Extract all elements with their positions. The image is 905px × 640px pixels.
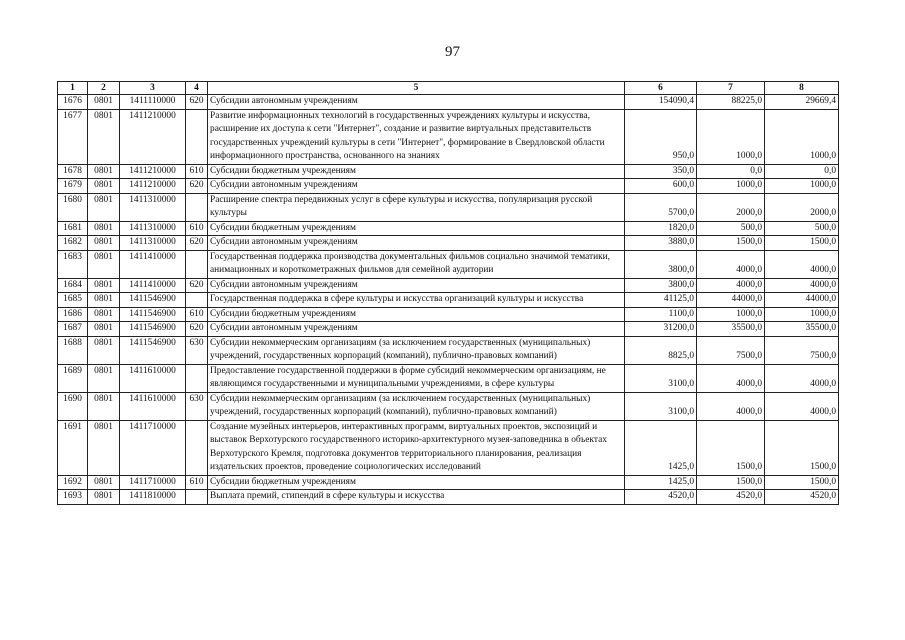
target-article-code: 1411610000 xyxy=(120,364,186,392)
table-row xyxy=(58,179,839,194)
section-code: 0801 xyxy=(88,221,120,236)
section-code: 0801 xyxy=(88,95,120,110)
amount-col-6: 3100,0 xyxy=(625,364,697,392)
expense-type-code xyxy=(186,490,208,505)
target-article-code: 1411410000 xyxy=(120,278,186,293)
expense-type-code: 620 xyxy=(186,236,208,251)
description: Развитие информационных технологий в государственных учреждениях культуры и искусства, расширение их доступа к сети "Интернет", создание и развитие виртуальных представительств государственных учреждений культуры в сети "Интернет", формирование в Свердловской области информационного пространства, основанного на знаниях xyxy=(208,109,625,164)
amount-col-7: 1000,0 xyxy=(697,179,765,194)
target-article-code: 1411546900 xyxy=(120,336,186,364)
expense-type-code xyxy=(186,109,208,164)
section-code: 0801 xyxy=(88,307,120,322)
description: Субсидии автономным учреждениям xyxy=(208,236,625,251)
description: Субсидии бюджетным учреждениям xyxy=(208,164,625,179)
description: Выплата премий, стипендий в сфере культуры и искусства xyxy=(208,490,625,505)
amount-col-6: 350,0 xyxy=(625,164,697,179)
row-number: 1687 xyxy=(58,322,88,337)
target-article-code: 1411546900 xyxy=(120,293,186,308)
row-number: 1682 xyxy=(58,236,88,251)
expense-type-code xyxy=(186,364,208,392)
header-col-1: 1 xyxy=(58,82,88,95)
section-code: 0801 xyxy=(88,164,120,179)
amount-col-7: 2000,0 xyxy=(697,193,765,221)
amount-col-8: 0,0 xyxy=(765,164,839,179)
target-article-code: 1411310000 xyxy=(120,221,186,236)
expense-type-code: 620 xyxy=(186,179,208,194)
header-row xyxy=(58,82,839,95)
description: Государственная поддержка производства документальных фильмов социально значимой тематики, анимационных и короткометражных фильмов для семейной аудитории xyxy=(208,250,625,278)
header-col-4: 4 xyxy=(186,82,208,95)
amount-col-6: 3800,0 xyxy=(625,250,697,278)
row-number: 1685 xyxy=(58,293,88,308)
header-col-8: 8 xyxy=(765,82,839,95)
section-code: 0801 xyxy=(88,293,120,308)
target-article-code: 1411546900 xyxy=(120,322,186,337)
section-code: 0801 xyxy=(88,236,120,251)
amount-col-7: 1000,0 xyxy=(697,307,765,322)
section-code: 0801 xyxy=(88,364,120,392)
amount-col-7: 1500,0 xyxy=(697,475,765,490)
target-article-code: 1411410000 xyxy=(120,250,186,278)
amount-col-6: 154090,4 xyxy=(625,95,697,110)
row-number: 1693 xyxy=(58,490,88,505)
row-number: 1690 xyxy=(58,392,88,420)
description: Субсидии автономным учреждениям xyxy=(208,95,625,110)
amount-col-8: 2000,0 xyxy=(765,193,839,221)
section-code: 0801 xyxy=(88,420,120,475)
row-number: 1680 xyxy=(58,193,88,221)
amount-col-8: 500,0 xyxy=(765,221,839,236)
description: Субсидии бюджетным учреждениям xyxy=(208,475,625,490)
expense-type-code: 630 xyxy=(186,336,208,364)
expense-type-code: 620 xyxy=(186,278,208,293)
description: Субсидии автономным учреждениям xyxy=(208,179,625,194)
amount-col-6: 3880,0 xyxy=(625,236,697,251)
page-number: 97 xyxy=(445,44,460,60)
target-article-code: 1411210000 xyxy=(120,179,186,194)
amount-col-8: 4000,0 xyxy=(765,250,839,278)
row-number: 1692 xyxy=(58,475,88,490)
amount-col-6: 1820,0 xyxy=(625,221,697,236)
section-code: 0801 xyxy=(88,392,120,420)
section-code: 0801 xyxy=(88,109,120,164)
amount-col-8: 1000,0 xyxy=(765,307,839,322)
expense-type-code: 610 xyxy=(186,221,208,236)
section-code: 0801 xyxy=(88,193,120,221)
amount-col-8: 44000,0 xyxy=(765,293,839,308)
amount-col-6: 1100,0 xyxy=(625,307,697,322)
row-number: 1679 xyxy=(58,179,88,194)
description: Предоставление государственной поддержки в форме субсидий некоммерческим организациям, не являющимся государственными и муниципальными учреждениями, в сфере культуры xyxy=(208,364,625,392)
amount-col-6: 3100,0 xyxy=(625,392,697,420)
description: Государственная поддержка в сфере культуры и искусства организаций культуры и искусства xyxy=(208,293,625,308)
row-number: 1683 xyxy=(58,250,88,278)
amount-col-8: 4000,0 xyxy=(765,364,839,392)
amount-col-8: 4000,0 xyxy=(765,278,839,293)
target-article-code: 1411710000 xyxy=(120,420,186,475)
description: Субсидии автономным учреждениям xyxy=(208,322,625,337)
amount-col-7: 4000,0 xyxy=(697,392,765,420)
target-article-code: 1411710000 xyxy=(120,475,186,490)
amount-col-6: 4520,0 xyxy=(625,490,697,505)
amount-col-8: 7500,0 xyxy=(765,336,839,364)
expense-type-code xyxy=(186,250,208,278)
target-article-code: 1411546900 xyxy=(120,307,186,322)
amount-col-6: 1425,0 xyxy=(625,420,697,475)
table-row xyxy=(58,236,839,251)
row-number: 1691 xyxy=(58,420,88,475)
row-number: 1684 xyxy=(58,278,88,293)
table-row xyxy=(58,293,839,308)
description: Создание музейных интерьеров, интерактивных программ, виртуальных проектов, экспозиций и выставок Верхотурского государственного историко-архитектурного музея-заповедника в объектах Верхотурского Кремля, подготовка документов территориального планирования, реализация издательских проектов, проведение социологических исследований xyxy=(208,420,625,475)
description: Субсидии бюджетным учреждениям xyxy=(208,221,625,236)
target-article-code: 1411810000 xyxy=(120,490,186,505)
description: Субсидии некоммерческим организациям (за исключением государственных (муниципальных) учреждений, государственных корпораций (компаний), публично-правовых компаний) xyxy=(208,392,625,420)
target-article-code: 1411210000 xyxy=(120,109,186,164)
section-code: 0801 xyxy=(88,490,120,505)
row-number: 1681 xyxy=(58,221,88,236)
amount-col-7: 88225,0 xyxy=(697,95,765,110)
expense-type-code xyxy=(186,420,208,475)
section-code: 0801 xyxy=(88,475,120,490)
section-code: 0801 xyxy=(88,250,120,278)
table-row xyxy=(58,336,839,364)
amount-col-8: 1500,0 xyxy=(765,475,839,490)
description: Субсидии автономным учреждениям xyxy=(208,278,625,293)
header-col-5: 5 xyxy=(208,82,625,95)
table-row xyxy=(58,164,839,179)
amount-col-7: 1500,0 xyxy=(697,236,765,251)
table-row xyxy=(58,364,839,392)
row-number: 1689 xyxy=(58,364,88,392)
amount-col-6: 8825,0 xyxy=(625,336,697,364)
amount-col-7: 44000,0 xyxy=(697,293,765,308)
row-number: 1677 xyxy=(58,109,88,164)
target-article-code: 1411610000 xyxy=(120,392,186,420)
amount-col-8: 4520,0 xyxy=(765,490,839,505)
expense-type-code: 610 xyxy=(186,307,208,322)
expense-type-code xyxy=(186,293,208,308)
table-row xyxy=(58,392,839,420)
table-row xyxy=(58,95,839,110)
amount-col-7: 4520,0 xyxy=(697,490,765,505)
amount-col-7: 7500,0 xyxy=(697,336,765,364)
expense-type-code: 610 xyxy=(186,475,208,490)
target-article-code: 1411110000 xyxy=(120,95,186,110)
table-row xyxy=(58,322,839,337)
table-row xyxy=(58,193,839,221)
amount-col-7: 4000,0 xyxy=(697,364,765,392)
amount-col-8: 4000,0 xyxy=(765,392,839,420)
expense-type-code: 620 xyxy=(186,322,208,337)
description: Расширение спектра передвижных услуг в сфере культуры и искусства, популяризация русской культуры xyxy=(208,193,625,221)
amount-col-7: 1500,0 xyxy=(697,420,765,475)
amount-col-7: 500,0 xyxy=(697,221,765,236)
section-code: 0801 xyxy=(88,336,120,364)
section-code: 0801 xyxy=(88,179,120,194)
expense-type-code: 630 xyxy=(186,392,208,420)
expense-type-code: 610 xyxy=(186,164,208,179)
header-col-2: 2 xyxy=(88,82,120,95)
amount-col-7: 0,0 xyxy=(697,164,765,179)
row-number: 1678 xyxy=(58,164,88,179)
table-row xyxy=(58,278,839,293)
table-row xyxy=(58,250,839,278)
row-number: 1676 xyxy=(58,95,88,110)
header-col-6: 6 xyxy=(625,82,697,95)
table-row xyxy=(58,475,839,490)
amount-col-8: 1500,0 xyxy=(765,420,839,475)
header-col-7: 7 xyxy=(697,82,765,95)
target-article-code: 1411310000 xyxy=(120,236,186,251)
row-number: 1688 xyxy=(58,336,88,364)
table-body xyxy=(58,95,839,505)
table-row xyxy=(58,490,839,505)
table-row xyxy=(58,221,839,236)
amount-col-8: 1500,0 xyxy=(765,236,839,251)
expense-type-code xyxy=(186,193,208,221)
header-col-3: 3 xyxy=(120,82,186,95)
amount-col-8: 35500,0 xyxy=(765,322,839,337)
amount-col-6: 41125,0 xyxy=(625,293,697,308)
expense-type-code: 620 xyxy=(186,95,208,110)
amount-col-8: 29669,4 xyxy=(765,95,839,110)
section-code: 0801 xyxy=(88,278,120,293)
description: Субсидии некоммерческим организациям (за исключением государственных (муниципальных) учреждений, государственных корпораций (компаний), публично-правовых компаний) xyxy=(208,336,625,364)
amount-col-6: 3800,0 xyxy=(625,278,697,293)
amount-col-6: 31200,0 xyxy=(625,322,697,337)
amount-col-8: 1000,0 xyxy=(765,109,839,164)
target-article-code: 1411210000 xyxy=(120,164,186,179)
table-row xyxy=(58,307,839,322)
table-row xyxy=(58,420,839,475)
description: Субсидии бюджетным учреждениям xyxy=(208,307,625,322)
row-number: 1686 xyxy=(58,307,88,322)
amount-col-7: 4000,0 xyxy=(697,250,765,278)
target-article-code: 1411310000 xyxy=(120,193,186,221)
amount-col-8: 1000,0 xyxy=(765,179,839,194)
table-row xyxy=(58,109,839,164)
budget-table xyxy=(57,81,839,505)
amount-col-7: 35500,0 xyxy=(697,322,765,337)
amount-col-6: 1425,0 xyxy=(625,475,697,490)
amount-col-7: 1000,0 xyxy=(697,109,765,164)
amount-col-6: 600,0 xyxy=(625,179,697,194)
amount-col-6: 5700,0 xyxy=(625,193,697,221)
section-code: 0801 xyxy=(88,322,120,337)
amount-col-7: 4000,0 xyxy=(697,278,765,293)
amount-col-6: 950,0 xyxy=(625,109,697,164)
